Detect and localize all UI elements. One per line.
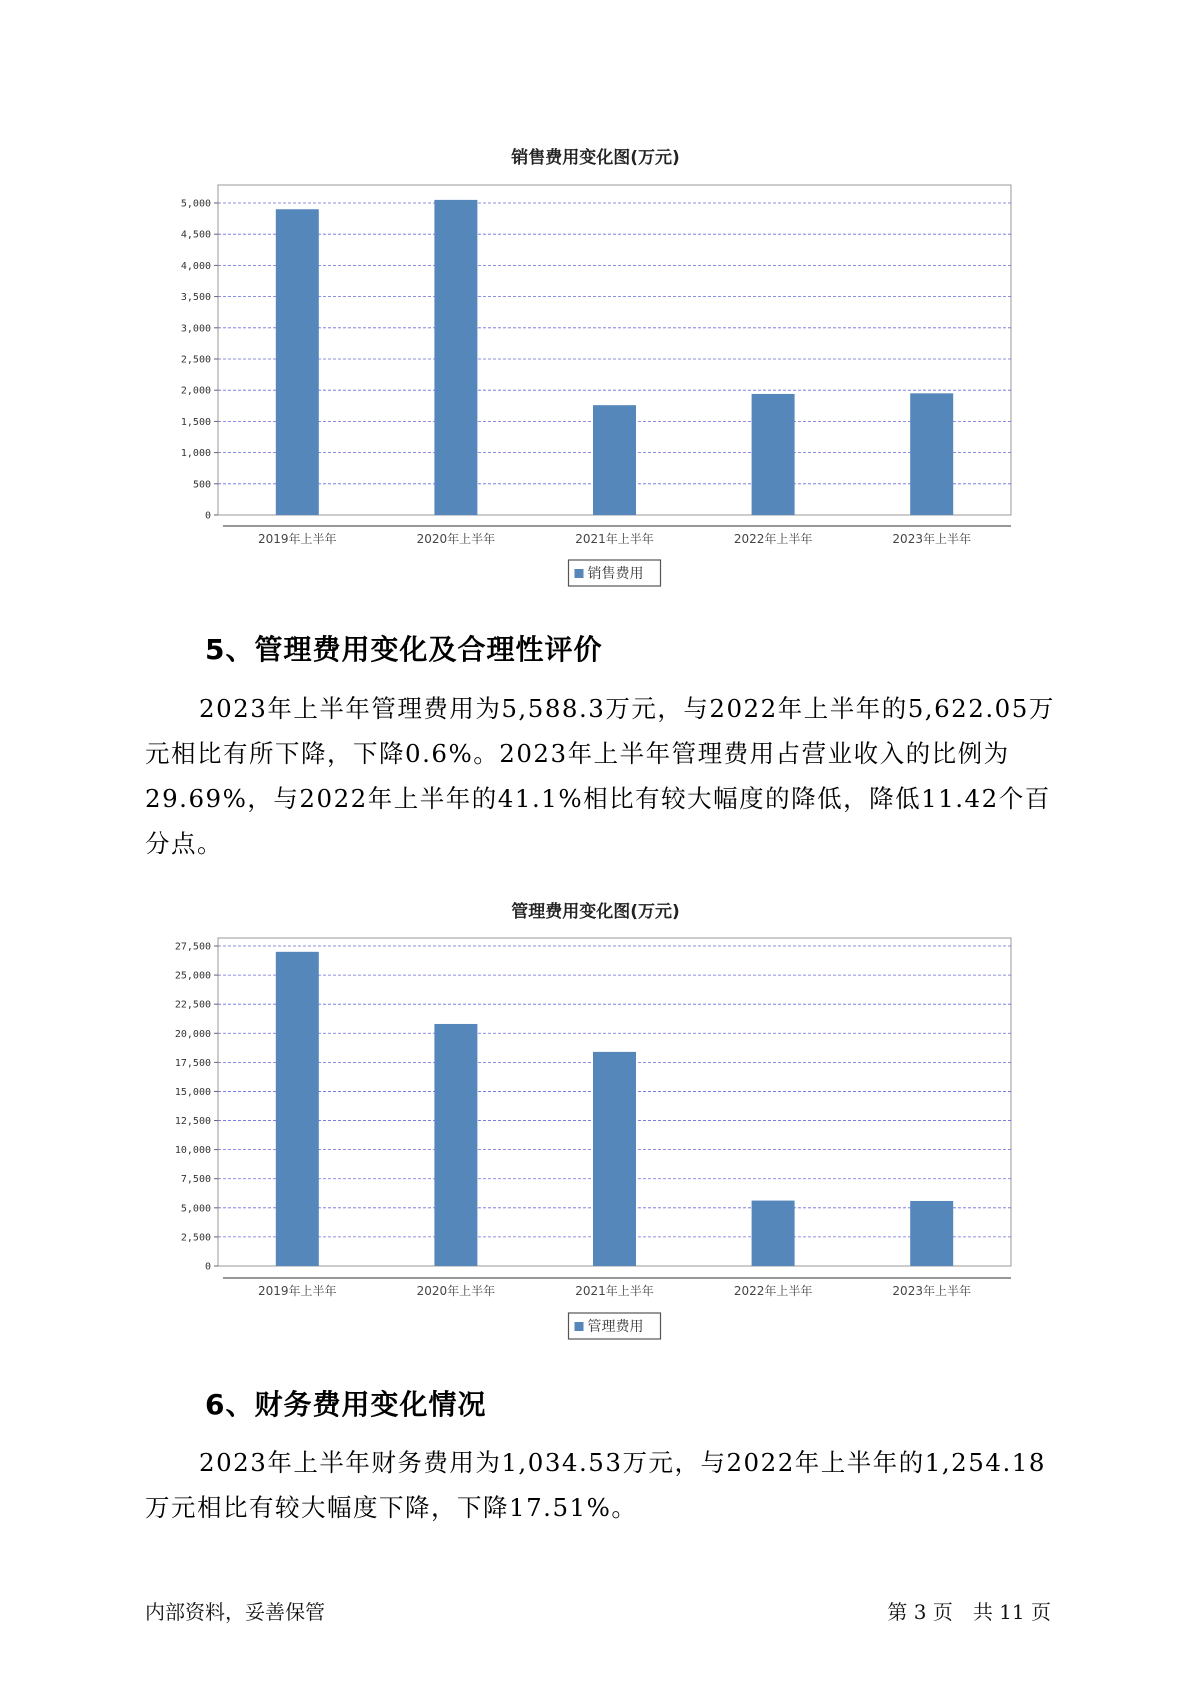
y-tick-label: 7,500 (180, 1174, 211, 1186)
footer-left: 内部资料，妥善保管 (145, 1600, 325, 1624)
y-tick-label: 4,000 (180, 260, 211, 272)
section5-paragraph: 2023年上半年管理费用为5,588.3万元，与2022年上半年的5,622.05万元相比有所下降，下降0.6%。2023年上半年管理费用占营业收入的比例为29.69%，与2022年上半年的41.1%相比有较大幅度的降低，降低11.42个百分点。 (145, 694, 1055, 858)
y-tick-label: 5,000 (180, 198, 211, 210)
bar (434, 1024, 477, 1266)
x-category-label: 2021年上半年 (575, 1284, 654, 1298)
legend-label: 管理费用 (587, 1319, 644, 1335)
footer-page-number: 第 3 页 共 11 页 (887, 1600, 1051, 1624)
sales-chart-title: 销售费用变化图(万元) (511, 148, 680, 168)
y-tick-label: 1,000 (180, 448, 211, 460)
x-category-label: 2019年上半年 (258, 1284, 337, 1298)
y-tick-label: 3,500 (180, 292, 211, 304)
y-tick-label: 500 (192, 479, 211, 491)
x-category-label: 2019年上半年 (258, 532, 337, 546)
legend-swatch (575, 1322, 584, 1331)
x-category-label: 2020年上半年 (416, 532, 496, 546)
bar (752, 1201, 795, 1266)
x-category-label: 2022年上半年 (733, 1284, 813, 1298)
admin-chart-title: 管理费用变化图(万元) (511, 902, 680, 922)
bar (276, 952, 319, 1266)
bar (593, 1052, 636, 1266)
y-tick-label: 2,500 (180, 354, 211, 366)
y-tick-label: 0 (204, 510, 211, 522)
y-tick-label: 2,000 (180, 385, 211, 397)
x-category-label: 2020年上半年 (416, 1284, 496, 1298)
x-category-label: 2022年上半年 (733, 532, 813, 546)
x-category-label: 2023年上半年 (892, 532, 971, 546)
y-tick-label: 12,500 (174, 1116, 211, 1128)
y-tick-label: 0 (204, 1261, 211, 1273)
y-tick-label: 2,500 (180, 1232, 211, 1244)
section6-heading: 6、财务费用变化情况 (205, 1388, 487, 1421)
legend-label: 销售费用 (587, 566, 644, 582)
section5-heading: 5、管理费用变化及合理性评价 (205, 633, 603, 666)
y-tick-label: 20,000 (174, 1028, 211, 1040)
section6-paragraph: 2023年上半年财务费用为1,034.53万元，与2022年上半年的1,254.18万元相比有较大幅度下降，下降17.51%。 (145, 1448, 1046, 1522)
y-tick-label: 25,000 (174, 970, 211, 982)
bar (910, 1201, 953, 1266)
y-tick-label: 15,000 (174, 1086, 211, 1098)
y-tick-label: 27,500 (174, 941, 211, 953)
y-tick-label: 10,000 (174, 1145, 211, 1157)
y-tick-label: 4,500 (180, 229, 211, 241)
x-category-label: 2021年上半年 (575, 532, 654, 546)
y-tick-label: 22,500 (174, 999, 211, 1011)
y-tick-label: 3,000 (180, 323, 211, 335)
y-tick-label: 17,500 (174, 1057, 211, 1069)
y-tick-label: 5,000 (180, 1203, 211, 1215)
x-category-label: 2023年上半年 (892, 1284, 971, 1298)
y-tick-label: 1,500 (180, 416, 211, 428)
